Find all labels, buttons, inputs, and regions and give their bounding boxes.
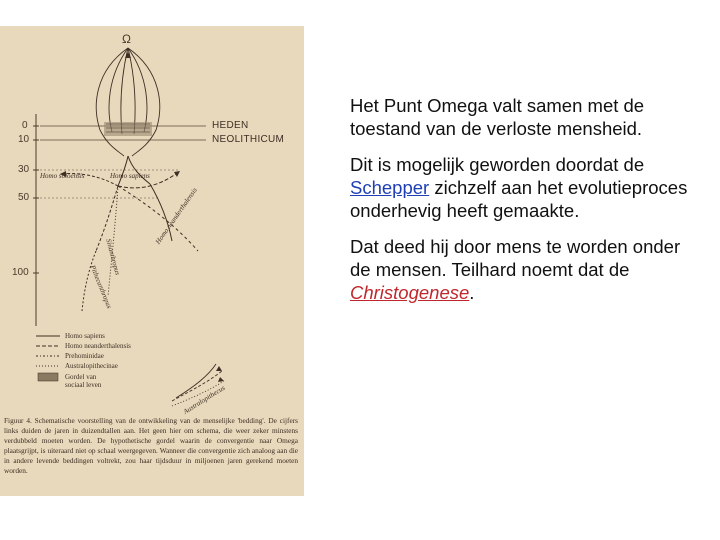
branch-label-soloensis: Homo soloensis xyxy=(40,172,85,180)
era-label-heden: HEDEN xyxy=(212,120,249,131)
paragraph-text: . xyxy=(469,282,475,303)
branch-arrowheads xyxy=(60,52,180,177)
paragraph-christogenese xyxy=(350,235,700,304)
legend-item xyxy=(36,361,236,371)
branch-label-australopithecus: Australopithecus xyxy=(182,383,227,416)
axis-tick-50: 50 xyxy=(18,192,30,203)
christogenese-link[interactable]: Christogenese xyxy=(350,282,470,303)
branch-label-neanderthalensis: Homo neanderthalensis xyxy=(154,186,199,246)
evolution-figure xyxy=(0,26,304,496)
legend-label: Homo sapiens xyxy=(65,332,105,340)
legend-item xyxy=(36,351,236,361)
figure-legend xyxy=(36,331,236,391)
legend-label: Homo neanderthalensis xyxy=(65,342,131,350)
branch-label-sinanthropus: Sinanthropus xyxy=(104,238,122,276)
axis-tick-10: 10 xyxy=(18,134,30,145)
era-label-neolithicum: NEOLITHICUM xyxy=(212,134,285,145)
axis-tick-30: 30 xyxy=(18,164,30,175)
schepper-link[interactable]: Schepper xyxy=(350,177,430,198)
legend-item xyxy=(36,371,236,391)
legend-item xyxy=(36,331,236,341)
paragraph-text: zichzelf aan het evolutieproces onderhevig heeft gemaakte. xyxy=(350,177,688,221)
omega-symbol: Ω xyxy=(122,32,131,46)
paragraph-schepper xyxy=(350,153,700,222)
axis-tick-100: 100 xyxy=(12,267,29,278)
paragraph-text: Dat deed hij door mens te worden onder de mensen. Teilhard noemt dat de xyxy=(350,236,681,280)
branch-label-pithecanthropus: Pithecanthropus xyxy=(88,264,114,310)
figure-caption: Figuur 4. Schematische voorstelling van de ontwikkeling van de menselijke 'bedding'. De cijfers links duiden de jaren in duizendtallen aan. Het geen hier om schema, die weer zeker minstens verdubbeld moeten worden. De hypothetische gordel waarin de convergentie naar Omega plaatsgrijpt, is uiteraard niet op schaal weergegeven. Wanneer die convergentie zich analoog aan die in andere levende beddingen voltrekt, zou haar tijdsduur in miljoenen jaren gerekend moeten worden. xyxy=(4,416,298,475)
legend-item xyxy=(36,341,236,351)
axis-tick-0: 0 xyxy=(22,120,28,131)
legend-label: Gordel van sociaal leven xyxy=(65,373,102,389)
legend-label: Australopithecinae xyxy=(65,362,118,370)
branch-label-sapiens: Homo sapiens xyxy=(110,172,150,180)
legend-label: Prehominidae xyxy=(65,352,104,360)
paragraph-omega: Het Punt Omega valt samen met de toestand van de verloste mensheid. xyxy=(350,95,645,139)
slide-text xyxy=(350,94,700,317)
paragraph-text: Dit is mogelijk geworden doordat de xyxy=(350,154,645,175)
